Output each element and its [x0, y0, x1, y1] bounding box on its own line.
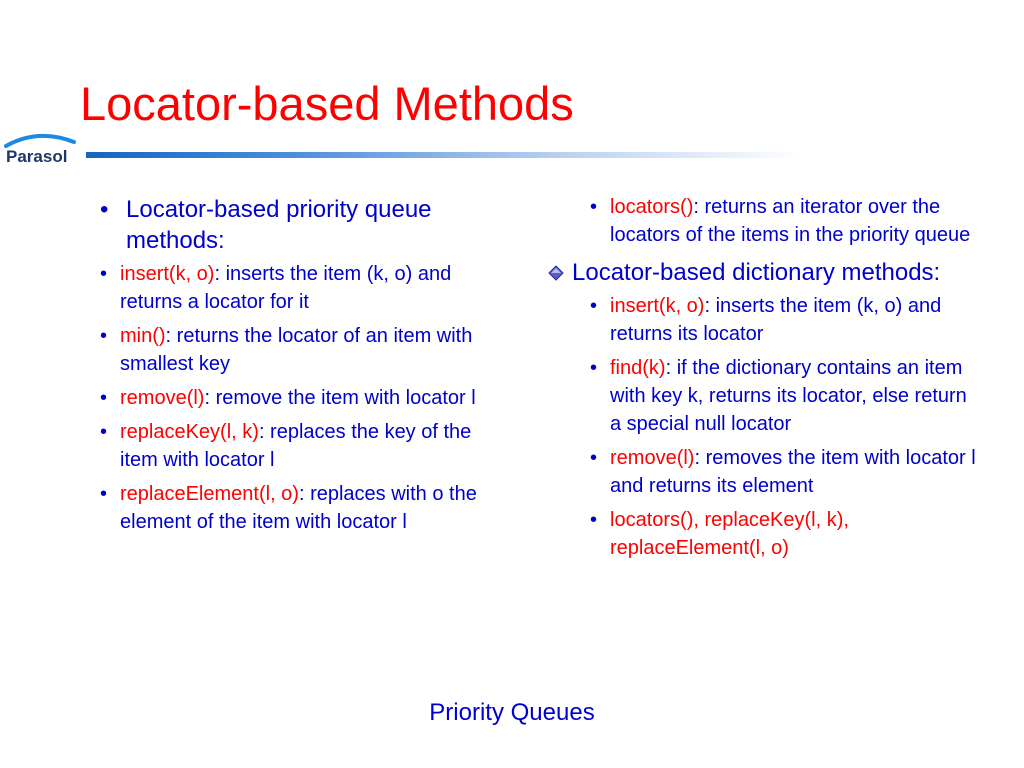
method-description: : returns the locator of an item with smallest key [120, 325, 473, 375]
method-name: locators(), replaceKey(l, k), replaceElement(l, o) [610, 509, 849, 559]
list-item [590, 193, 976, 249]
slide-footer: Priority Queues [429, 699, 595, 726]
method-description: : inserts the item (k, o) and returns a locator for it [120, 263, 452, 313]
method-name: remove(l) [120, 387, 205, 409]
method-description: : if the dictionary contains an item with key k, returns its locator, else return a special null locator [610, 357, 967, 435]
method-name: insert(k, o) [120, 263, 215, 285]
list-item [100, 384, 500, 412]
method-name: min() [120, 325, 166, 347]
list-item [590, 506, 976, 562]
left-column [100, 194, 500, 536]
method-name: replaceKey(l, k) [120, 421, 259, 443]
list-item [590, 444, 976, 500]
dict-methods-list [546, 292, 976, 562]
pq-methods-list [100, 260, 500, 536]
slide-title: Locator-based Methods [80, 77, 574, 130]
method-name: replaceElement(l, o) [120, 483, 299, 505]
list-item [100, 418, 500, 474]
list-item [100, 322, 500, 378]
diamond-bullet-icon [548, 265, 564, 281]
bullet-icon: • [100, 483, 108, 505]
method-description: : returns an iterator over the locators of the items in the priority queue [610, 196, 971, 246]
bullet-icon: • [590, 447, 598, 469]
list-item [590, 292, 976, 348]
svg-text:Parasol: Parasol [6, 147, 68, 166]
bullet-icon: • [590, 357, 598, 379]
bullet-icon: • [100, 196, 109, 223]
right-column [546, 193, 976, 562]
bullet-icon: • [100, 325, 108, 347]
list-item [590, 354, 976, 438]
parasol-logo-graphic [0, 130, 80, 170]
method-name: remove(l) [610, 447, 695, 469]
bullet-icon: • [100, 421, 108, 443]
method-name: insert(k, o) [610, 295, 705, 317]
method-description: : replaces with o the element of the item with locator l [120, 483, 477, 533]
pq-methods-heading-text: Locator-based priority queue methods: [126, 196, 432, 254]
parasol-logo [0, 130, 80, 170]
method-name: locators() [610, 196, 694, 218]
method-description: : removes the item with locator l and returns its element [610, 447, 976, 497]
dict-methods-heading [546, 257, 976, 288]
bullet-icon: • [100, 263, 108, 285]
bullet-icon: • [590, 509, 598, 531]
method-description: : replaces the key of the item with locator l [120, 421, 472, 471]
bullet-icon: • [590, 295, 598, 317]
bullet-icon: • [590, 196, 598, 218]
method-description: : inserts the item (k, o) and returns its locator [610, 295, 942, 345]
list-item [100, 480, 500, 536]
dict-methods-heading-text: Locator-based dictionary methods: [572, 259, 941, 286]
method-name: find(k) [610, 357, 666, 379]
bullet-icon: • [100, 387, 108, 409]
list-item [100, 260, 500, 316]
pq-methods-heading [100, 194, 500, 256]
method-description: : remove the item with locator l [204, 387, 476, 409]
title-underline [86, 152, 802, 158]
